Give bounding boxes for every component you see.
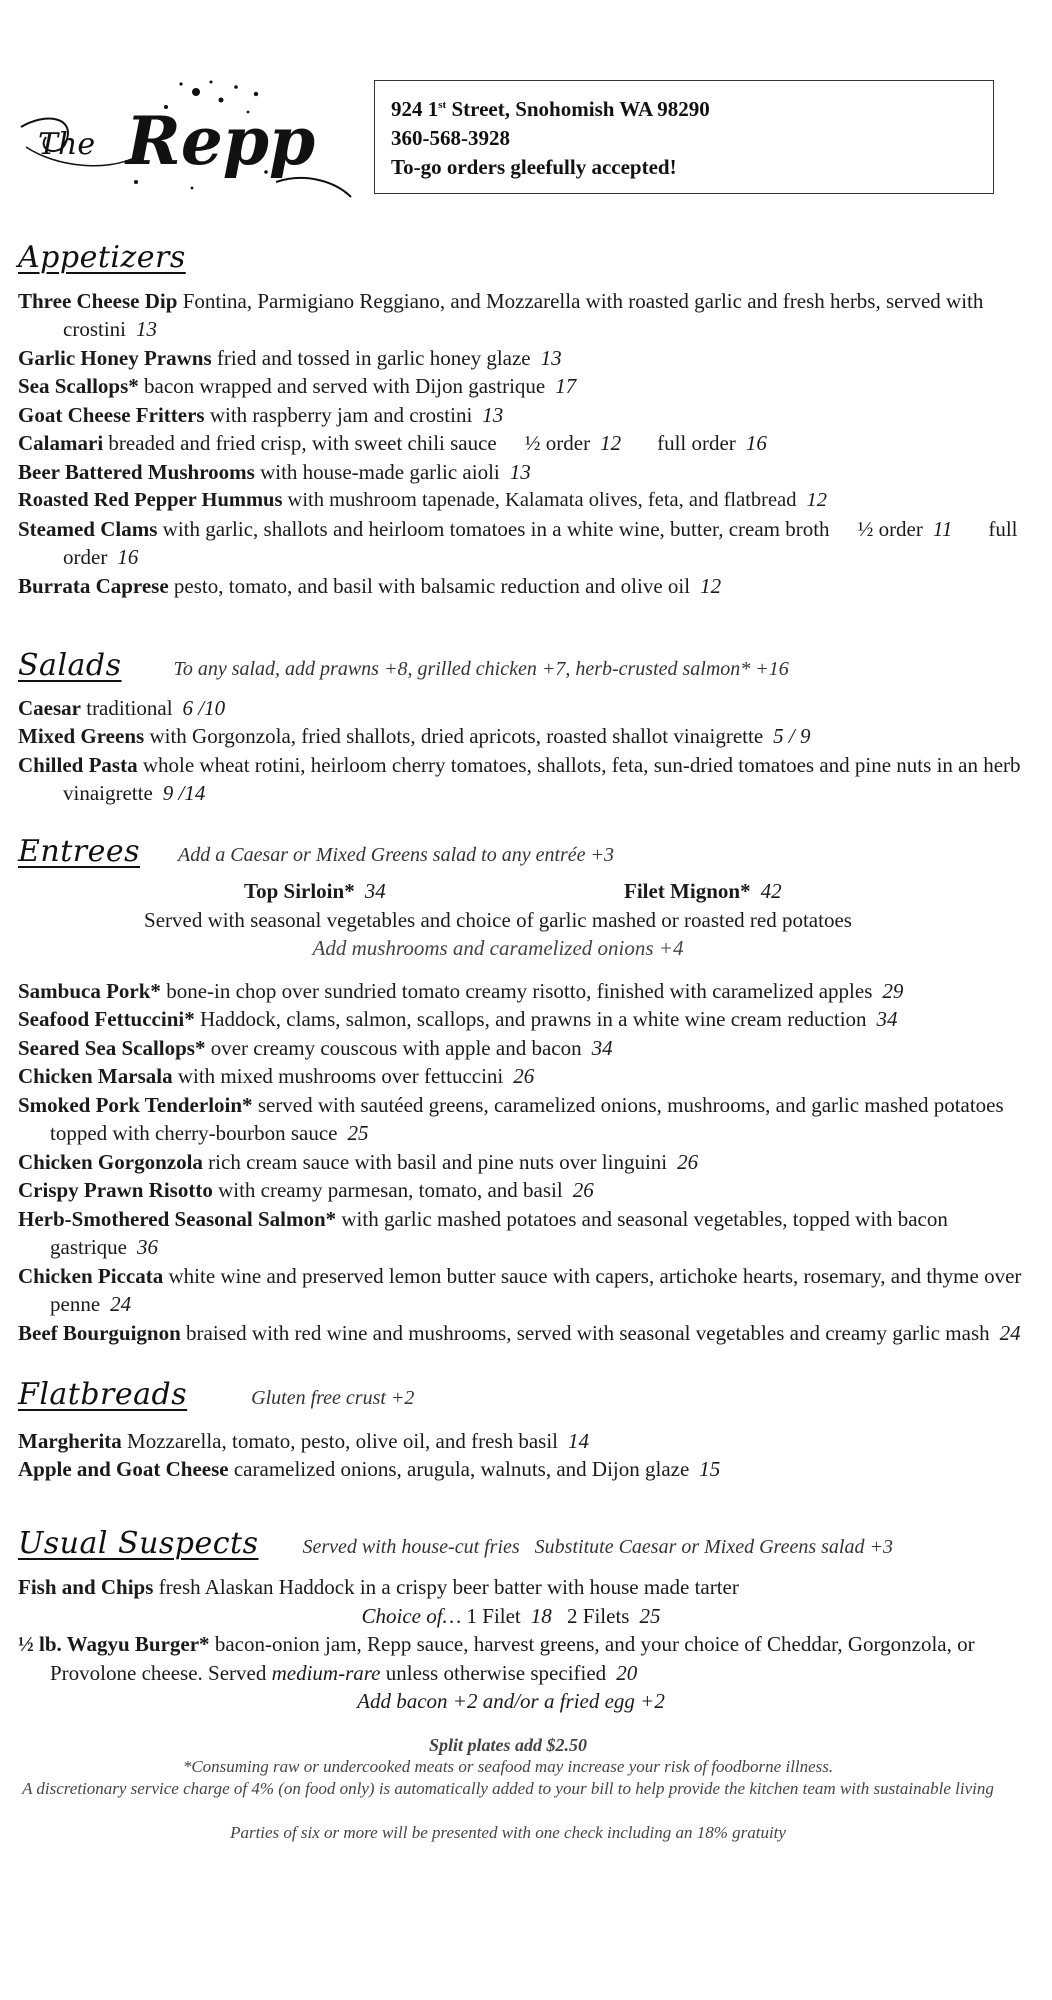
menu-item: Sea Scallops* bacon wrapped and served with Dijon gastrique 17 xyxy=(18,374,577,398)
salads-list xyxy=(18,694,1034,808)
steak-option: Top Sirloin* 34 xyxy=(244,879,386,903)
menu-item: Beef Bourguignon braised with red wine and mushrooms, served with seasonal vegetables and creamy garlic mash 24 xyxy=(18,1320,1021,1345)
menu-item: Beer Battered Mushrooms with house-made garlic aioli 13 xyxy=(18,459,531,484)
menu-item: Garlic Honey Prawns fried and tossed in garlic honey glaze 13 xyxy=(18,345,562,370)
flatbreads-list xyxy=(18,1427,1034,1484)
menu-item: Chicken Gorgonzola rich cream sauce with basil and pine nuts over linguini 26 xyxy=(18,1149,699,1174)
party-gratuity-note: Parties of six or more will be presented with one check including an 18% gratuity xyxy=(230,1822,786,1842)
steak-option: Filet Mignon* 42 xyxy=(624,879,782,903)
address-street: Street, Snohomish WA 98290 xyxy=(446,97,710,121)
appetizers-list xyxy=(18,287,1034,601)
suspects-title: Usual Suspects xyxy=(18,1525,259,1561)
menu-body xyxy=(18,240,1034,1844)
contact-info-box xyxy=(374,80,994,194)
suspects-header xyxy=(18,1525,1034,1562)
appetizers-header xyxy=(18,240,1034,275)
flatbreads-note: Gluten free crust +2 xyxy=(251,1387,415,1409)
flatbreads-header xyxy=(18,1377,1034,1413)
foodborne-warning: *Consuming raw or undercooked meats or seafood may increase your risk of foodborne illness. xyxy=(182,1756,834,1776)
menu-item: Mixed Greens with Gorgonzola, fried shallots, dried apricots, roasted shallot vinaigrette 5 / 9 xyxy=(18,724,811,748)
menu-item: Chilled Pasta whole wheat rotini, heirloom cherry tomatoes, shallots, feta, sun-dried tomatoes and pine nuts in an herb vinaigrette 9 /14 xyxy=(18,752,1021,805)
menu-item: Seafood Fettuccini* Haddock, clams, salmon, scallops, and prawns in a white wine cream reduction 34 xyxy=(18,1007,898,1031)
steak-description: Served with seasonal vegetables and choice of garlic mashed or roasted red potatoes xyxy=(144,907,852,932)
menu-item: Herb-Smothered Seasonal Salmon* with garlic mashed potatoes and seasonal vegetables, topped with bacon gastrique 36 xyxy=(18,1206,948,1259)
address-number: 924 1 xyxy=(391,97,439,121)
suspects-list xyxy=(18,1573,1034,1716)
entrees-note: Add a Caesar or Mixed Greens salad to any entrée +3 xyxy=(178,843,615,866)
menu-item: Calamari breaded and fried crisp, with sweet chili sauce ½ order 12 full order 16 xyxy=(18,431,767,455)
menu-item: Goat Cheese Fritters with raspberry jam and crostini 13 xyxy=(18,402,504,427)
steak-options xyxy=(18,877,1034,906)
split-plate-note: Split plates add $2.50 xyxy=(428,1734,587,1755)
entrees-header xyxy=(18,833,1034,870)
fish-options: Choice of… 1 Filet 18 2 Filets 25 xyxy=(361,1603,661,1628)
menu-item: Steamed Clams with garlic, shallots and heirloom tomatoes in a white wine, butter, cream broth ½ order 11 full order 16 xyxy=(18,516,1018,569)
menu-item: Three Cheese Dip Fontina, Parmigiano Reggiano, and Mozzarella with roasted garlic and fresh herbs, served with crostini 13 xyxy=(18,288,984,341)
flatbreads-title: Flatbreads xyxy=(18,1377,188,1412)
menu-item: Chicken Piccata white wine and preserved lemon butter sauce with capers, artichoke hearts, rosemary, and thyme over penne 24 xyxy=(18,1263,1022,1316)
menu-item: Fish and Chips fresh Alaskan Haddock in a crispy beer batter with house made tarter xyxy=(18,1575,739,1599)
menu-item: Seared Sea Scallops* over creamy couscous with apple and bacon 34 xyxy=(18,1035,613,1060)
menu-item: Smoked Pork Tenderloin* served with sautéed greens, caramelized onions, mushrooms, and garlic mashed potatoes topped with cherry-bourbon sauce 25 xyxy=(18,1092,1004,1145)
address-line xyxy=(391,91,977,124)
salads-header xyxy=(18,648,1034,684)
menu-item: Apple and Goat Cheese caramelized onions, arugula, walnuts, and Dijon glaze 15 xyxy=(18,1457,721,1481)
entrees-title: Entrees xyxy=(18,833,141,869)
menu-item: Sambuca Pork* bone-in chop over sundried tomato creamy risotto, finished with caramelized apples 29 xyxy=(18,978,904,1003)
appetizers-title: Appetizers xyxy=(18,240,186,275)
menu-item: Burrata Caprese pesto, tomato, and basil with balsamic reduction and olive oil 12 xyxy=(18,573,722,598)
logo-flourish-graphic xyxy=(16,72,356,202)
logo-repp-text: Repp xyxy=(126,102,316,180)
service-charge-note: A discretionary service charge of 4% (on food only) is automatically added to your bill to help provide the kitchen team with sustainable living xyxy=(22,1778,994,1798)
menu-item: Margherita Mozzarella, tomato, pesto, olive oil, and fresh basil 14 xyxy=(18,1428,590,1453)
burger-addon: Add bacon +2 and/or a fried egg +2 xyxy=(357,1689,665,1713)
phone-number[interactable]: 360-568-3928 xyxy=(391,126,510,150)
menu-item: ½ lb. Wagyu Burger* bacon-onion jam, Repp sauce, harvest greens, and your choice of Cheddar, Gorgonzola, or Provolone cheese. Served medium-rare unless otherwise specified 20 xyxy=(18,1632,975,1685)
salads-title: Salads xyxy=(18,648,122,683)
menu-item: Crispy Prawn Risotto with creamy parmesan, tomato, and basil 26 xyxy=(18,1178,594,1202)
menu-item: Roasted Red Pepper Hummus with mushroom tapenade, Kalamata olives, feta, and flatbread 12 xyxy=(18,489,827,511)
address-superscript: st xyxy=(438,99,447,111)
menu-item: Chicken Marsala with mixed mushrooms over fettuccini 26 xyxy=(18,1064,535,1088)
entrees-list xyxy=(18,977,1034,1348)
steak-addon: Add mushrooms and caramelized onions +4 xyxy=(312,936,684,960)
salads-note: To any salad, add prawns +8, grilled chicken +7, herb-crusted salmon* +16 xyxy=(173,658,789,680)
restaurant-logo xyxy=(16,72,356,202)
logo-the-text: The xyxy=(38,127,96,162)
menu-item: Caesar traditional 6 /10 xyxy=(18,695,226,720)
steak-block xyxy=(18,877,1034,963)
suspects-note: Served with house-cut fries Substitute Caesar or Mixed Greens salad +3 xyxy=(302,1535,893,1558)
togo-note: To-go orders gleefully accepted! xyxy=(391,155,677,179)
menu-footer xyxy=(18,1734,998,1844)
